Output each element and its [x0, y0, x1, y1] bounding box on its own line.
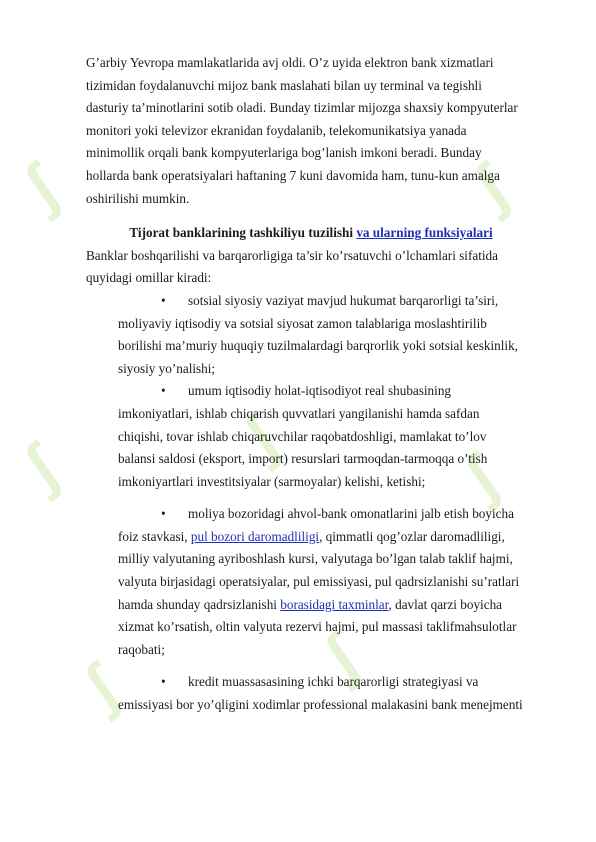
text-line: imkoniyartlari investitsiyalar (sarmoyalar) kelishi, ketishi;	[118, 473, 426, 489]
text-line: emissiyasi bor yo’qligini xodimlar professional malakasini bank menejmenti	[118, 697, 523, 713]
text-line: imkoniyatlari, ishlab chiqarish quvvatlari yangilanishi hamda safdan	[118, 405, 480, 421]
list-item-first-line	[86, 503, 536, 526]
list-item	[86, 290, 536, 380]
text-segment: , qimmatli qog’ozlar daromadliligi,	[319, 528, 505, 544]
text-line: xizmat ko’rsatish, oltin valyuta rezervi hajmi, pul massasi taklifmahsulotlar	[118, 619, 517, 635]
text-line: quyidagi omillar kiradi:	[86, 270, 212, 286]
text-line: chiqishi, tovar ishlab chiqaruvchilar raqobatdoshligi, mamlakat to’lov	[118, 428, 487, 444]
watermark-logo: ʃ	[11, 431, 71, 503]
watermark-logo: ʃ	[311, 621, 371, 693]
bullet-icon: •	[161, 383, 166, 399]
section-heading	[86, 222, 536, 245]
list-item	[86, 503, 536, 661]
borasidagi-taxminlar-link[interactable]: borasidagi taxminlar	[280, 596, 389, 612]
text-line: hollarda bank operatsiyalari haftaning 7 kuni davomida ham, tunu-kun amalga	[86, 167, 500, 183]
text-line	[86, 594, 536, 617]
text-line: tizimidan foydalanuvchi mijoz bank maslahati bilan uy terminal va tegishli	[86, 77, 482, 93]
text-line: valyuta birjasidagi operatsiyalar, pul emissiyasi, pul qadrsizlanishi su’ratlari	[118, 574, 520, 590]
text-line: borilishi ma’muriy huquqiy tuzilmalardagi barqrorlik yoki sotsial keskinlik,	[118, 338, 518, 354]
text-segment: hamda shunday qadrsizlanishi	[118, 596, 281, 612]
list-item-text: umum iqtisodiy holat-iqtisodiyot real shubasining	[188, 383, 452, 399]
text-line: oshirilishi mumkin.	[86, 190, 190, 206]
list-item-first-line	[86, 380, 536, 403]
text-segment: , davlat qarzi boyicha	[388, 596, 503, 612]
text-line: Banklar boshqarilishi va barqarorligiga ta’sir ko’rsatuvchi o’lchamlari sifatida	[86, 247, 498, 263]
list-item-text: moliya bozoridagi ahvol-bank omonatlarini jalb etish boyicha	[188, 506, 514, 522]
watermark-logo: ʃ	[451, 441, 511, 513]
bullet-icon: •	[161, 292, 166, 308]
bullet-icon: •	[161, 674, 166, 690]
text-line: G’arbiy Yevropa mamlakatlarida avj oldi. O’z uyida elektron bank xizmatlari	[86, 55, 494, 70]
list-item-first-line	[86, 671, 536, 694]
list-item	[86, 380, 536, 493]
bullet-icon: •	[161, 506, 166, 522]
watermark-logo: ʃ	[11, 151, 71, 223]
text-line: monitori yoki televizor ekranidan foydalanib, telekomunikatsiya yanada	[86, 122, 467, 138]
text-line: balansi saldosi (eksport, import) resurslari tarmoqdan-tarmoqqa o’tish	[118, 451, 488, 467]
text-line: moliyaviy iqtisodiy va sotsial siyosat zamon talablariga moslashtirilib	[118, 315, 487, 331]
pul-bozori-link[interactable]: pul bozori daromadliligi	[190, 528, 320, 544]
text-segment: foiz stavkasi,	[118, 528, 191, 544]
text-line: dasturiy ta’minotlarini sotib oladi. Bunday tizimlar mijozga shaxsiy kompyuterlar	[86, 100, 518, 116]
list-item-text: sotsial siyosiy vaziyat mavjud hukumat barqarorligi ta’siri,	[188, 292, 499, 308]
text-line: raqobati;	[118, 641, 165, 657]
intro-paragraph	[86, 52, 536, 210]
list-item-first-line	[86, 290, 536, 313]
document-body	[86, 52, 536, 717]
list-item-text: kredit muassasasining ichki barqarorligi strategiyasi va	[188, 674, 479, 690]
watermark-logo: ʃ	[71, 651, 131, 723]
text-line: milliy valyutaning ayriboshlash kursi, valyutaga bo’lgan talab taklif hajmi,	[118, 551, 513, 567]
text-line: siyosiy yo’nalishi;	[118, 360, 216, 376]
watermark-logo: ʃ	[461, 151, 521, 223]
list-item	[86, 671, 536, 716]
heading-link[interactable]: va ularning funksiyalari	[356, 225, 493, 241]
lead-paragraph	[86, 245, 536, 290]
text-line: minimollik orqali bank kompyuterlariga bog’lanish imkoni beradi. Bunday	[86, 145, 482, 161]
watermark-logo: ʃ	[231, 401, 291, 473]
text-line	[86, 526, 536, 549]
heading-text: Tijorat banklarining tashkiliyu tuzilishi	[129, 225, 357, 241]
